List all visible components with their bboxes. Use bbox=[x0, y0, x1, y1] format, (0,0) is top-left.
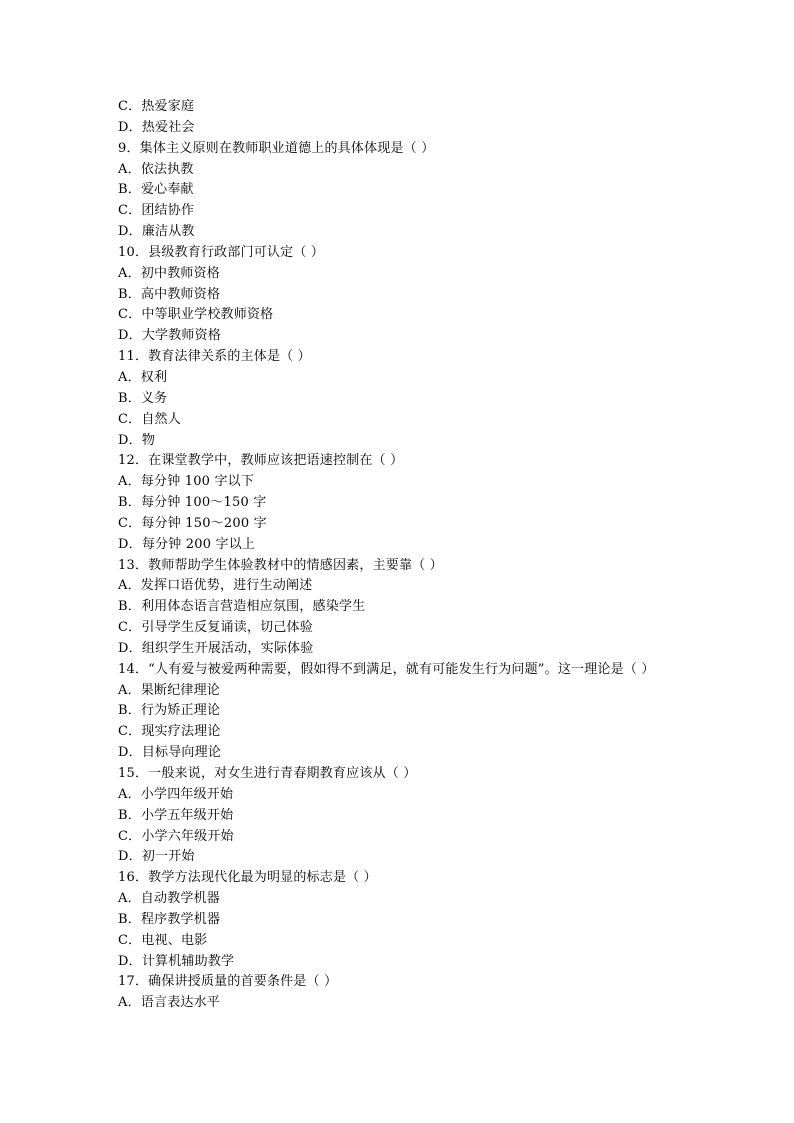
option-line: B．每分钟 100～150 字 bbox=[118, 495, 267, 511]
option-line: A．依法执教 bbox=[118, 161, 194, 177]
option-line: C．自然人 bbox=[118, 411, 181, 427]
option-line: B．利用体态语言营造相应氛围，感染学生 bbox=[118, 599, 366, 615]
question-line: 16．教学方法现代化最为明显的标志是（ ） bbox=[118, 870, 377, 886]
option-line: B．行为矫正理论 bbox=[118, 703, 221, 719]
option-line: C．中等职业学校教师资格 bbox=[118, 307, 274, 323]
question-line: 11．教育法律关系的主体是（ ） bbox=[118, 349, 311, 365]
option-line: C．热爱家庭 bbox=[118, 99, 195, 114]
option-line: A．果断纪律理论 bbox=[118, 682, 220, 698]
option-line: D．热爱社会 bbox=[118, 119, 195, 135]
option-line: D．每分钟 200 字以上 bbox=[118, 536, 256, 552]
question-line: 13．教师帮助学生体验教材中的情感因素，主要靠（ ） bbox=[118, 557, 443, 573]
question-line: 14．“人有爱与被爱两种需要，假如得不到满足，就有可能发生行为问题”。这一理论是（ ） bbox=[118, 661, 655, 677]
option-line: D．计算机辅助教学 bbox=[118, 953, 235, 969]
option-line: A．初中教师资格 bbox=[118, 265, 220, 281]
option-line: A．小学四年级开始 bbox=[118, 786, 234, 802]
option-line: C．电视、电影 bbox=[118, 932, 208, 948]
option-line: B．程序教学机器 bbox=[118, 911, 221, 927]
question-line: 17．确保讲授质量的首要条件是（ ） bbox=[118, 974, 338, 990]
question-line: 15．一般来说，对女生进行青春期教育应该从（ ） bbox=[118, 766, 417, 781]
option-line: C．团结协作 bbox=[118, 203, 195, 219]
option-line: A．权利 bbox=[118, 369, 168, 385]
option-line: D．物 bbox=[118, 432, 156, 448]
option-line: C．引导学生反复诵读，切己体验 bbox=[118, 620, 313, 636]
option-line: C．每分钟 150～200 字 bbox=[118, 515, 267, 531]
option-line: D．组织学生开展活动，实际体验 bbox=[118, 640, 314, 656]
option-line: A．自动教学机器 bbox=[118, 891, 220, 907]
option-line: A．每分钟 100 字以下 bbox=[118, 474, 255, 490]
option-line: B．高中教师资格 bbox=[118, 286, 221, 302]
option-line: B．义务 bbox=[118, 390, 168, 406]
option-line: D．目标导向理论 bbox=[118, 745, 222, 761]
document-page bbox=[118, 97, 758, 1014]
option-line: D．初一开始 bbox=[118, 849, 195, 865]
question-line: 12．在课堂教学中，教师应该把语速控制在（ ） bbox=[118, 453, 404, 469]
option-line: C．现实疗法理论 bbox=[118, 724, 221, 740]
option-line: D．廉洁从教 bbox=[118, 224, 195, 240]
option-line: B．爱心奉献 bbox=[118, 182, 194, 198]
option-line: D．大学教师资格 bbox=[118, 328, 222, 344]
question-line: 10．县级教育行政部门可认定（ ） bbox=[118, 244, 325, 260]
option-line: A．语言表达水平 bbox=[118, 995, 220, 1011]
question-line: 9．集体主义原则在教师职业道德上的具体体现是（ ） bbox=[118, 140, 435, 156]
option-line: B．小学五年级开始 bbox=[118, 807, 234, 823]
option-line: C．小学六年级开始 bbox=[118, 828, 234, 844]
option-line: A．发挥口语优势，进行生动阐述 bbox=[118, 578, 313, 594]
